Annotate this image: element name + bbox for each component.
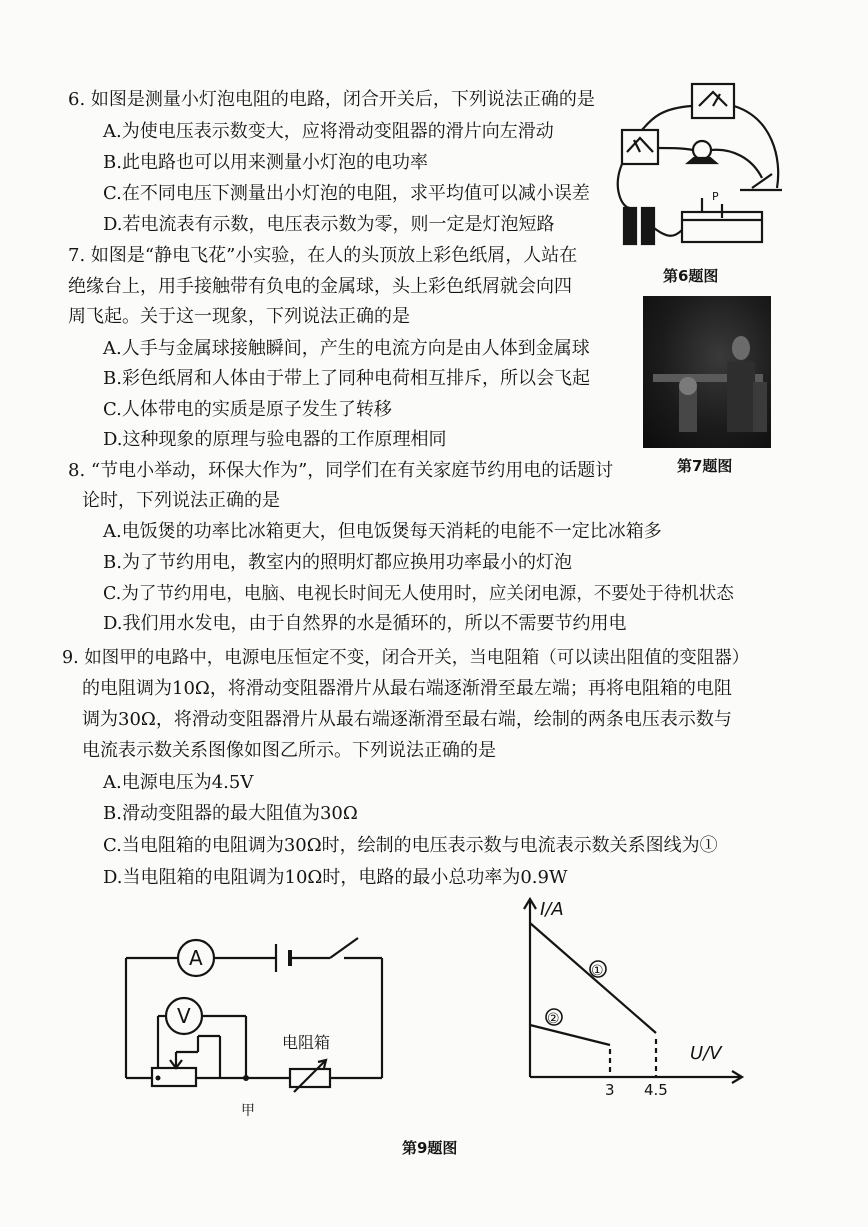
q8-option-a: A.电饭煲的功率比冰箱更大，但电饭煲每天消耗的电能不一定比冰箱多: [103, 521, 662, 542]
q8-stem-line-2: 论时，下列说法正确的是: [82, 490, 280, 511]
resistor-box-icon: [290, 1069, 330, 1087]
q9-option-c: C.当电阻箱的电阻调为30Ω时，绘制的电压表示数与电流表示数关系图线为①: [103, 835, 718, 856]
q9-stem-line-2: 的电阻调为10Ω，将滑动变阻器滑片从最右端逐渐滑至最左端；再将电阻箱的电阻: [82, 678, 732, 699]
q9-stem-line-1: 9. 如图甲的电路中，电源电压恒定不变，闭合开关，当电阻箱（可以读出阻值的变阻器）: [62, 648, 750, 668]
tick-3: 3: [605, 1081, 615, 1099]
q7-stem-line-1: 7. 如图是“静电飞花”小实验，在人的头顶放上彩色纸屑，人站在: [68, 245, 578, 266]
q7-option-a: A.人手与金属球接触瞬间，产生的电流方向是由人体到金属球: [103, 338, 590, 359]
q7-stem-line-2: 绝缘台上，用手接触带有负电的金属球，头上彩色纸屑就会向四: [68, 276, 572, 297]
q9-stem-line-4: 电流表示数关系图像如图乙所示。下列说法正确的是: [82, 740, 496, 761]
q8-option-b: B.为了节约用电，教室内的照明灯都应换用功率最小的灯泡: [103, 552, 572, 573]
q9-option-a: A.电源电压为4.5V: [103, 772, 254, 793]
q9-stem-line-3: 调为30Ω，将滑动变阻器滑片从最右端逐渐滑至最右端，绘制的两条电压表示数与: [82, 709, 732, 730]
x-axis-label: U/V: [690, 1043, 722, 1064]
q6-caption: 第6题图: [663, 267, 719, 285]
q8-option-d: D.我们用水发电，由于自然界的水是循环的，所以不需要节约用电: [103, 613, 627, 634]
q6-stem: 6. 如图是测量小灯泡电阻的电路，闭合开关后，下列说法正确的是: [68, 89, 595, 110]
q7-option-b: B.彩色纸屑和人体由于带上了同种电荷相互排斥，所以会飞起: [103, 368, 590, 389]
tick-4-5: 4.5: [644, 1081, 668, 1099]
q6-option-a: A.为使电压表示数变大，应将滑动变阻器的滑片向左滑动: [103, 121, 554, 142]
q7-stem-line-3: 周飞起。关于这一现象，下列说法正确的是: [68, 306, 410, 327]
q6-option-b: B.此电路也可以用来测量小灯泡的电功率: [103, 152, 428, 173]
q9-caption: 第9题图: [402, 1139, 458, 1157]
ammeter-label: A: [189, 946, 203, 970]
bulb-icon: [693, 141, 711, 159]
battery-icon: [624, 208, 636, 244]
switch-icon: [330, 938, 358, 958]
voltmeter-meter-icon: [622, 130, 658, 164]
q6-apparatus-figure: [612, 78, 792, 258]
q6-option-d: D.若电流表有示数，电压表示数为零，则一定是灯泡短路: [103, 214, 555, 235]
q9-option-b: B.滑动变阻器的最大阻值为30Ω: [103, 803, 358, 824]
line2-label: ②: [547, 1011, 560, 1027]
line1-label: ①: [591, 963, 604, 979]
circuit-label: 甲: [241, 1103, 255, 1119]
q8-option-c: C.为了节约用电，电脑、电视长时间无人使用时，应关闭电源，不要处于待机状态: [103, 584, 734, 604]
q7-photo: [643, 296, 771, 448]
q7-caption: 第7题图: [677, 457, 733, 475]
q8-stem-line-1: 8. “节电小举动，环保大作为”，同学们在有关家庭节约用电的话题讨: [68, 460, 614, 481]
q9-iu-graph: [508, 893, 748, 1103]
q9-option-d: D.当电阻箱的电阻调为10Ω时，电路的最小总功率为0.9W: [103, 867, 568, 888]
q9-circuit-diagram: [110, 930, 410, 1120]
ammeter-meter-icon: [692, 84, 734, 118]
graph-line-2: [530, 1025, 610, 1045]
voltmeter-label: V: [177, 1004, 191, 1028]
q6-option-c: C.在不同电压下测量出小灯泡的电阻，求平均值可以减小误差: [103, 183, 590, 204]
q7-option-c: C.人体带电的实质是原子发生了转移: [103, 399, 392, 420]
q7-option-d: D.这种现象的原理与验电器的工作原理相同: [103, 429, 447, 450]
svg-text:P: P: [712, 190, 719, 203]
resistor-box-label: 电阻箱: [282, 1033, 331, 1052]
y-axis-label: I/A: [540, 899, 564, 920]
